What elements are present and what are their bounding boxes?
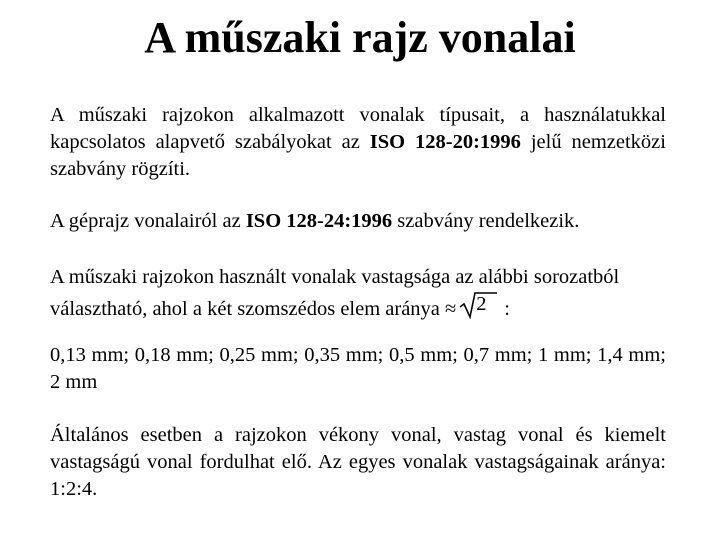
paragraph-text: A géprajz vonalairól az bbox=[50, 210, 246, 232]
paragraph-text: A műszaki rajzokon alkalmazott vonalak típusait, a használatukkal kapcsolatos alapvető szabályokat az bbox=[50, 104, 666, 153]
sqrt-radicand: 2 bbox=[476, 293, 487, 315]
paragraph-line-thickness-series bbox=[50, 264, 666, 323]
standard-reference: ISO 128-20:1996 bbox=[369, 131, 521, 153]
slide-title: A műszaki rajz vonalai bbox=[144, 13, 576, 62]
square-root-formula bbox=[458, 291, 498, 319]
paragraph-thickness-values: 0,13 mm; 0,18 mm; 0,25 mm; 0,35 mm; 0,5 mm; 0,7 mm; 1 mm; 1,4 mm; 2 mm bbox=[50, 344, 666, 393]
paragraph-text: jelű nemzetközi szabvány rögzíti. bbox=[50, 131, 666, 180]
paragraph-line-ratio: Általános esetben a rajzokon vékony vonal, vastag vonal és kiemelt vastagságú vonal fordulhat elő. Az egyes vonalak vastagságainak aránya: 1:2:4. bbox=[50, 424, 666, 500]
paragraph-text: A műszaki rajzokon használt vonalak vastagsága az alábbi sorozatból bbox=[50, 266, 620, 288]
paragraph-text: szabvány rendelkezik. bbox=[392, 210, 580, 232]
paragraph-iso-128-20 bbox=[50, 102, 666, 183]
paragraph-text: : bbox=[504, 298, 510, 320]
standard-reference: ISO 128-24:1996 bbox=[245, 210, 393, 232]
paragraph-iso-128-24 bbox=[50, 208, 666, 235]
paragraph-text: választható, ahol a két szomszédos elem aránya ≈ bbox=[50, 298, 457, 320]
